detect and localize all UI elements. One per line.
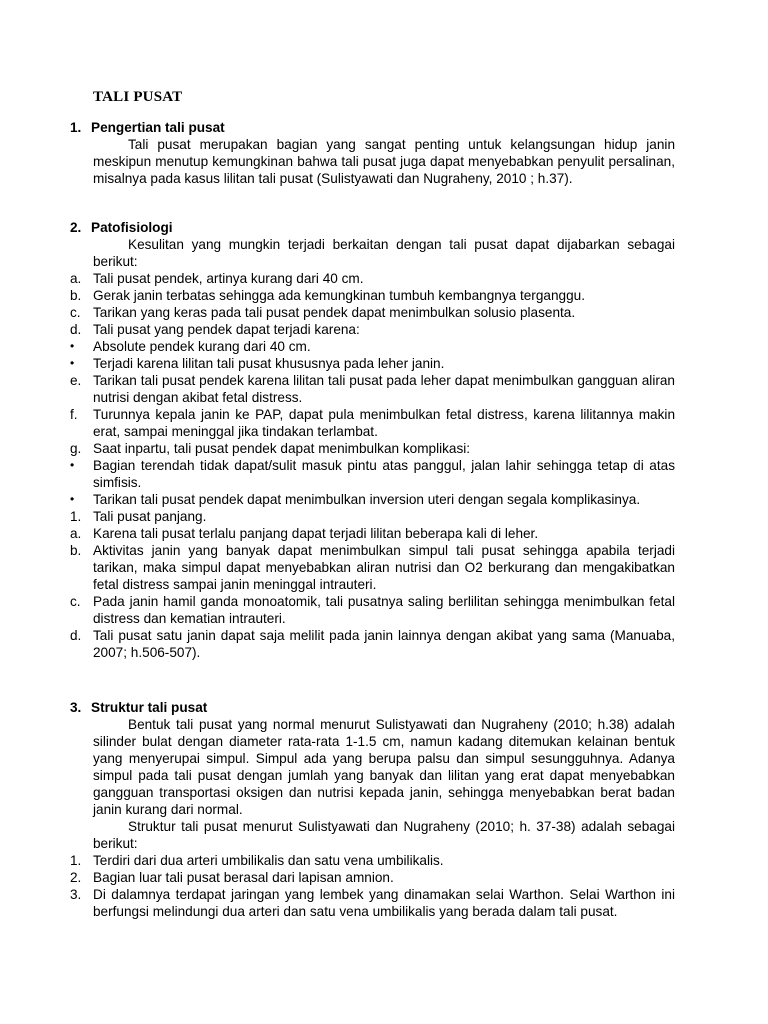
section-heading bbox=[70, 699, 675, 716]
list-item-text: Tali pusat pendek, artinya kurang dari 40 cm. bbox=[93, 271, 364, 286]
list-marker: f. bbox=[70, 407, 78, 422]
list-marker: 2. bbox=[70, 870, 82, 885]
list-item-text: Absolute pendek kurang dari 40 cm. bbox=[93, 339, 311, 354]
list-item-text: Bagian luar tali pusat berasal dari lapisan amnion. bbox=[93, 870, 394, 885]
list-item bbox=[70, 542, 675, 593]
list-item bbox=[70, 321, 675, 338]
list-marker: 3. bbox=[70, 887, 82, 902]
list-item-text: Turunnya kepala janin ke PAP, dapat pula menimbulkan fetal distress, karena lilitannya makin erat, sampai meninggal jika tindakan terlambat. bbox=[93, 407, 675, 439]
list-item bbox=[70, 440, 675, 457]
section-heading-text: Pengertian tali pusat bbox=[91, 120, 225, 135]
struktur-list bbox=[70, 852, 675, 920]
list-item bbox=[70, 287, 675, 304]
list-item-text: Pada janin hamil ganda monoatomik, tali pusatnya saling berlilitan sehingga menimbulkan fetal distress dan kematian intrauteri. bbox=[93, 594, 675, 626]
section-heading bbox=[70, 219, 675, 236]
list-marker: b. bbox=[70, 543, 82, 558]
list-item bbox=[70, 491, 675, 508]
list-marker: c. bbox=[70, 305, 81, 320]
list-item bbox=[70, 525, 675, 542]
list-item bbox=[70, 457, 675, 491]
list-item bbox=[70, 270, 675, 287]
section-heading-text: Struktur tali pusat bbox=[91, 700, 208, 715]
section-heading-text: Patofisiologi bbox=[91, 220, 173, 235]
paragraph: Bentuk tali pusat yang normal menurut Sulistyawati dan Nugraheny (2010; h.38) adalah silinder bulat dengan diameter rata-rata 1-1.5 cm, namun kadang ditemukan kelainan bentuk yang menyerupai simpul. Simpul ada yang berupa palsu dan simpul sesungguhnya. Adanya simpul pada tali pusat dengan jumlah yang banyak dan lilitan yang erat dapat menyebabkan gangguan transportasi oksigen dan nutrisi kepada janin, sehingga menyebabkan berat badan janin kurang dari normal. bbox=[93, 717, 675, 817]
bullet-marker: • bbox=[70, 492, 75, 506]
section-heading bbox=[70, 119, 675, 136]
list-item-text: Tarikan yang keras pada tali pusat pendek dapat menimbulkan solusio plasenta. bbox=[93, 305, 576, 320]
list-item-text: Aktivitas janin yang banyak dapat menimbulkan simpul tali pusat sehingga apabila terjadi tarikan, maka simpul dapat menyebabkan aliran nutrisi dan O2 berkurang dan mengakibatkan fetal distress sampai janin meninggal intrauteri. bbox=[93, 543, 675, 592]
list-marker: 1. bbox=[70, 509, 82, 524]
list-item-text: Terjadi karena lilitan tali pusat khususnya pada leher janin. bbox=[93, 356, 445, 371]
list-item bbox=[70, 355, 675, 372]
list-marker: a. bbox=[70, 271, 82, 286]
list-item bbox=[70, 886, 675, 920]
section-number: 3. bbox=[70, 700, 82, 715]
list-marker: d. bbox=[70, 628, 82, 643]
paragraph: Tali pusat merupakan bagian yang sangat penting untuk kelangsungan hidup janin meskipun menutup kemungkinan bahwa tali pusat juga dapat menyebabkan penyulit persalinan, misalnya pada kasus lilitan tali pusat (Sulistyawati dan Nugraheny, 2010 ; h.37). bbox=[93, 137, 675, 186]
section-struktur bbox=[70, 699, 675, 920]
bullet-marker: • bbox=[70, 458, 75, 472]
list-item bbox=[70, 852, 675, 869]
section-pengertian bbox=[70, 119, 675, 187]
list-item-text: Gerak janin terbatas sehingga ada kemungkinan tumbuh kembangnya terganggu. bbox=[93, 288, 585, 303]
bullet-marker: • bbox=[70, 356, 75, 370]
list-marker: b. bbox=[70, 288, 82, 303]
list-item bbox=[70, 304, 675, 321]
section-number: 1. bbox=[70, 120, 82, 135]
list-item-text: Tali pusat satu janin dapat saja melilit pada janin lainnya dengan akibat yang sama (Manuaba, 2007; h.506-507). bbox=[93, 628, 675, 660]
paragraph: Kesulitan yang mungkin terjadi berkaitan dengan tali pusat dapat dijabarkan sebagai berikut: bbox=[93, 237, 675, 269]
list-item bbox=[70, 869, 675, 886]
list-item-text: Bagian terendah tidak dapat/sulit masuk pintu atas panggul, jalan lahir sehingga tetap di atas simfisis. bbox=[93, 458, 675, 490]
list-item bbox=[70, 406, 675, 440]
list-marker: c. bbox=[70, 594, 81, 609]
paragraph: Struktur tali pusat menurut Sulistyawati dan Nugraheny (2010; h. 37-38) adalah sebagai berikut: bbox=[93, 819, 675, 851]
list-item-text: Karena tali pusat terlalu panjang dapat terjadi lilitan beberapa kali di leher. bbox=[93, 526, 539, 541]
list-marker: e. bbox=[70, 373, 82, 388]
list-item-text: Terdiri dari dua arteri umbilikalis dan satu vena umbilikalis. bbox=[93, 853, 444, 868]
section-number: 2. bbox=[70, 220, 82, 235]
list-item bbox=[70, 627, 675, 661]
list-item bbox=[70, 372, 675, 406]
list-marker: 1. bbox=[70, 853, 82, 868]
bullet-marker: • bbox=[70, 339, 75, 353]
list-item-text: Saat inpartu, tali pusat pendek dapat menimbulkan komplikasi: bbox=[93, 441, 471, 456]
list-marker: d. bbox=[70, 322, 82, 337]
list-marker: a. bbox=[70, 526, 82, 541]
list-item bbox=[70, 338, 675, 355]
list-item bbox=[70, 593, 675, 627]
list-item-text: Tarikan tali pusat pendek dapat menimbulkan inversion uteri dengan segala komplikasinya. bbox=[93, 492, 641, 507]
list-item-text: Di dalamnya terdapat jaringan yang lembek yang dinamakan selai Warthon. Selai Warthon ini berfungsi melindungi dua arteri dan satu vena umbilikalis yang berada dalam tali pusat. bbox=[93, 887, 675, 919]
list-item bbox=[70, 508, 675, 525]
list-item-text: Tali pusat panjang. bbox=[93, 509, 207, 524]
list-item-text: Tali pusat yang pendek dapat terjadi karena: bbox=[93, 322, 360, 337]
document-title: TALI PUSAT bbox=[93, 89, 183, 105]
list-marker: g. bbox=[70, 441, 82, 456]
patofisiologi-list bbox=[70, 270, 675, 661]
section-patofisiologi bbox=[70, 219, 675, 661]
list-item-text: Tarikan tali pusat pendek karena lilitan tali pusat pada leher dapat menimbulkan gangguan aliran nutrisi dengan akibat fetal distress. bbox=[93, 373, 675, 405]
